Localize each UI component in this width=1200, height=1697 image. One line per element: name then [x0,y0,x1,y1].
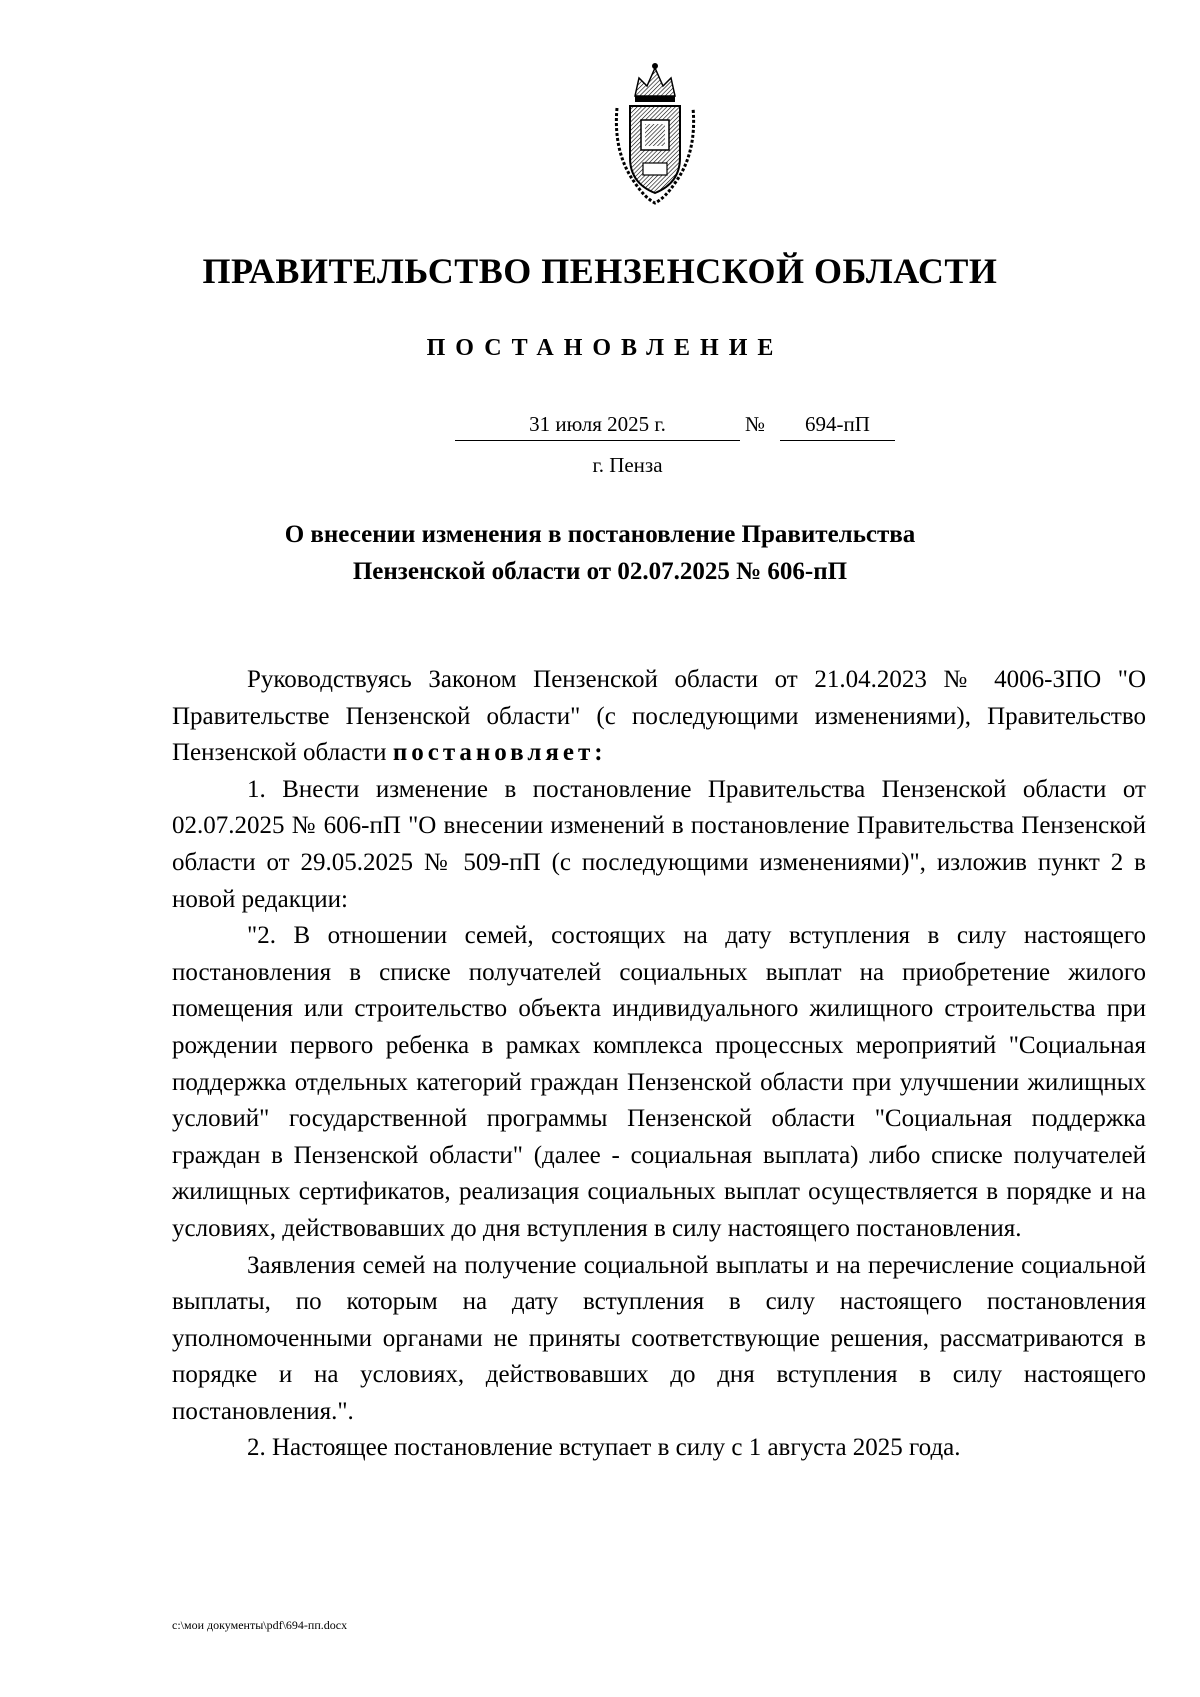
quote-paragraph-2: Заявления семей на получение социальной выплаты и на перечисление социальной выплаты, по которым на дату вступления в силу настоящего постановления уполномоченными органами не приняты соответствующие решения, рассматриваются в порядке и на условиях, действовавших до дня вступления в силу настоящего постановления.". [172,1251,1146,1425]
government-title: ПРАВИТЕЛЬСТВО ПЕНЗЕНСКОЙ ОБЛАСТИ [202,251,998,291]
item-2-paragraph: 2. Настоящее постановление вступает в силу с 1 августа 2025 года. [247,1434,961,1462]
document-city: г. Пенза [592,453,663,477]
document-number: 694-пП [780,410,895,441]
footer-file-path: c:\мои документы\pdf\694-пп.docx [172,1618,348,1632]
item-1-paragraph: 1. Внести изменение в постановление Правительства Пензенской области от 02.07.2025 № 606-пП "О внесении изменений в постановление Правительства Пензенской области от 29.05.2025 № 509-пП (с последующими изменениями)", изложив пункт 2 в новой редакции: [172,775,1146,913]
resolves-keyword: постановляет: [392,739,607,767]
document-date: 31 июля 2025 г. [455,410,740,441]
document-type: ПОСТАНОВЛЕНИЕ [426,335,784,361]
preamble-text: Руководствуясь Законом Пензенской области от 21.04.2023 № 4006-ЗПО "О Правительстве Пензенской области" (с последующими изменениями), Правительство Пензенской области [172,666,1146,767]
number-sign: № [745,412,766,436]
subject-line-2: Пензенской области от 02.07.2025 № 606-пП [352,558,848,585]
quote-paragraph-1: "2. В отношении семей, состоящих на дату вступления в силу настоящего постановления в списке получателей социальных выплат на приобретение жилого помещения или строительство объекта индивидуального жилищного строительства при рождении первого ребенка в рамках комплекса процессных мероприятий "Социальная поддержка отдельных категорий граждан Пензенской области при улучшении жилищных условий" государственной программы Пензенской области "Социальная поддержка граждан в Пензенской области" (далее - социальная выплата) либо списке получателей жилищных сертификатов, реализация социальных выплат осуществляется в порядке и на условиях, действовавших до дня вступления в силу настоящего постановления. [172,922,1146,1242]
document-body [172,662,1146,1467]
subject-line-1: О внесении изменения в постановление Правительства [284,521,916,548]
document-subject [0,516,1200,590]
preamble-paragraph [172,662,1146,772]
coat-of-arms-icon [605,58,705,208]
